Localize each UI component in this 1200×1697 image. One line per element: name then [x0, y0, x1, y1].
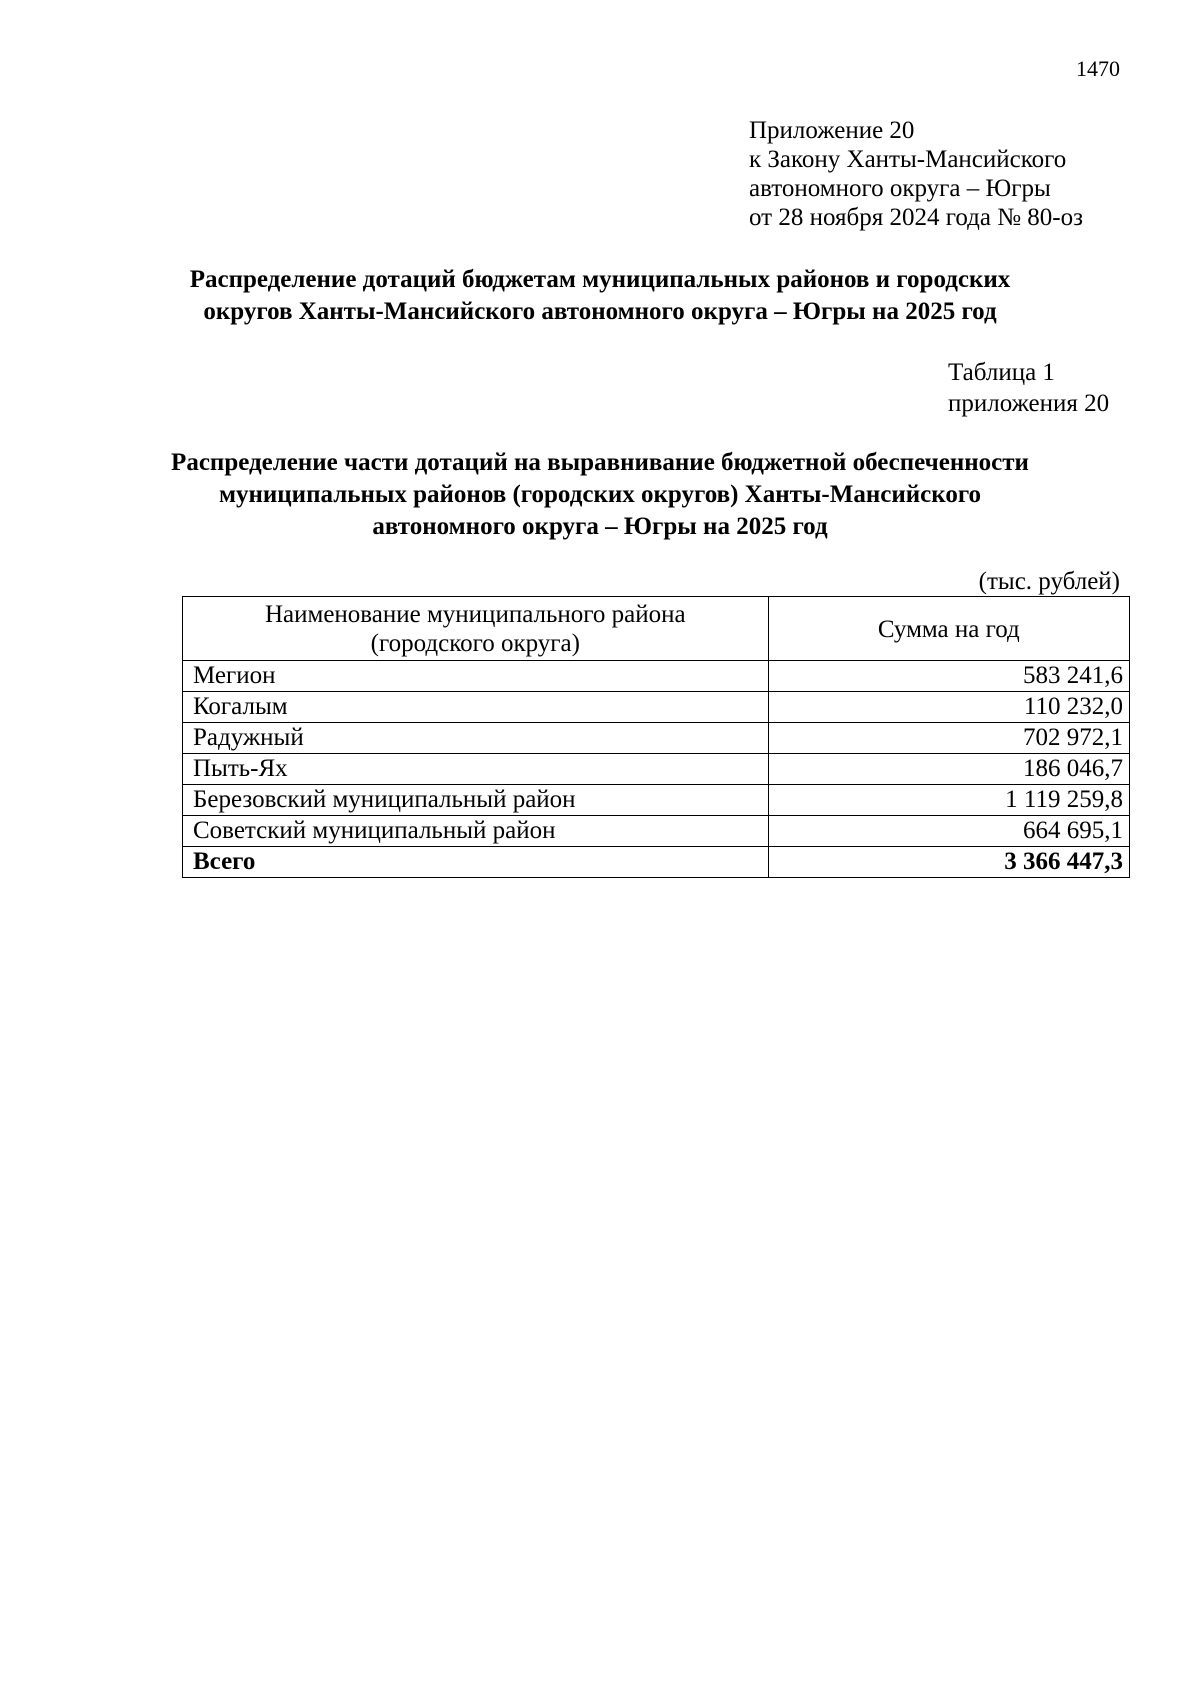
table-title-line: муниципальных районов (городских округов) Ханты-Мансийского [218, 481, 982, 508]
header-annual-sum: Сумма на год [768, 597, 1129, 661]
table-title-line: автономного округа – Югры на 2025 год [372, 513, 828, 540]
municipality-cell: Радужный [183, 723, 769, 754]
table-row [183, 723, 1130, 754]
subsidy-table [182, 596, 1130, 878]
sum-cell: 1 119 259,8 [768, 785, 1129, 816]
document-title [100, 264, 1100, 328]
total-label-cell: Всего [183, 847, 769, 878]
page-number: 1470 [1076, 56, 1120, 81]
total-sum-cell: 3 366 447,3 [768, 847, 1129, 878]
table-title [100, 447, 1100, 543]
table-reference [948, 357, 1148, 419]
table-reference-line: приложения 20 [948, 390, 1110, 417]
municipality-cell: Советский муниципальный район [183, 816, 769, 847]
municipality-cell: Пыть-Ях [183, 754, 769, 785]
appendix-line: автономного округа – Югры [749, 175, 1051, 202]
table-row [183, 816, 1130, 847]
sum-cell: 186 046,7 [768, 754, 1129, 785]
table-total-row [183, 847, 1130, 878]
sum-cell: 664 695,1 [768, 816, 1129, 847]
table-row [183, 692, 1130, 723]
appendix-line: от 28 ноября 2024 года № 80-оз [749, 204, 1083, 231]
header-municipality [183, 597, 769, 661]
document-title-line: Распределение дотаций бюджетам муниципальных районов и городских [189, 266, 1011, 293]
units-label: (тыс. рублей) [978, 568, 1120, 595]
municipality-cell: Березовский муниципальный район [183, 785, 769, 816]
sum-cell: 702 972,1 [768, 723, 1129, 754]
appendix-line: Приложение 20 [749, 117, 915, 144]
table-reference-line: Таблица 1 [948, 359, 1055, 386]
municipality-cell: Мегион [183, 661, 769, 692]
sum-cell: 583 241,6 [768, 661, 1129, 692]
appendix-reference [749, 116, 1149, 232]
municipality-cell: Когалым [183, 692, 769, 723]
table-row [183, 785, 1130, 816]
document-title-line: округов Ханты-Мансийского автономного округа – Югры на 2025 год [203, 298, 997, 325]
header-municipality-line: Наименование муниципального района [264, 601, 686, 628]
table-title-line: Распределение части дотаций на выравнивание бюджетной обеспеченности [171, 449, 1029, 476]
table-row [183, 661, 1130, 692]
sum-cell: 110 232,0 [768, 692, 1129, 723]
table-header-row [183, 597, 1130, 661]
appendix-line: к Закону Ханты-Мансийского [749, 146, 1067, 173]
header-municipality-line: (городского округа) [370, 630, 580, 657]
table-row [183, 754, 1130, 785]
